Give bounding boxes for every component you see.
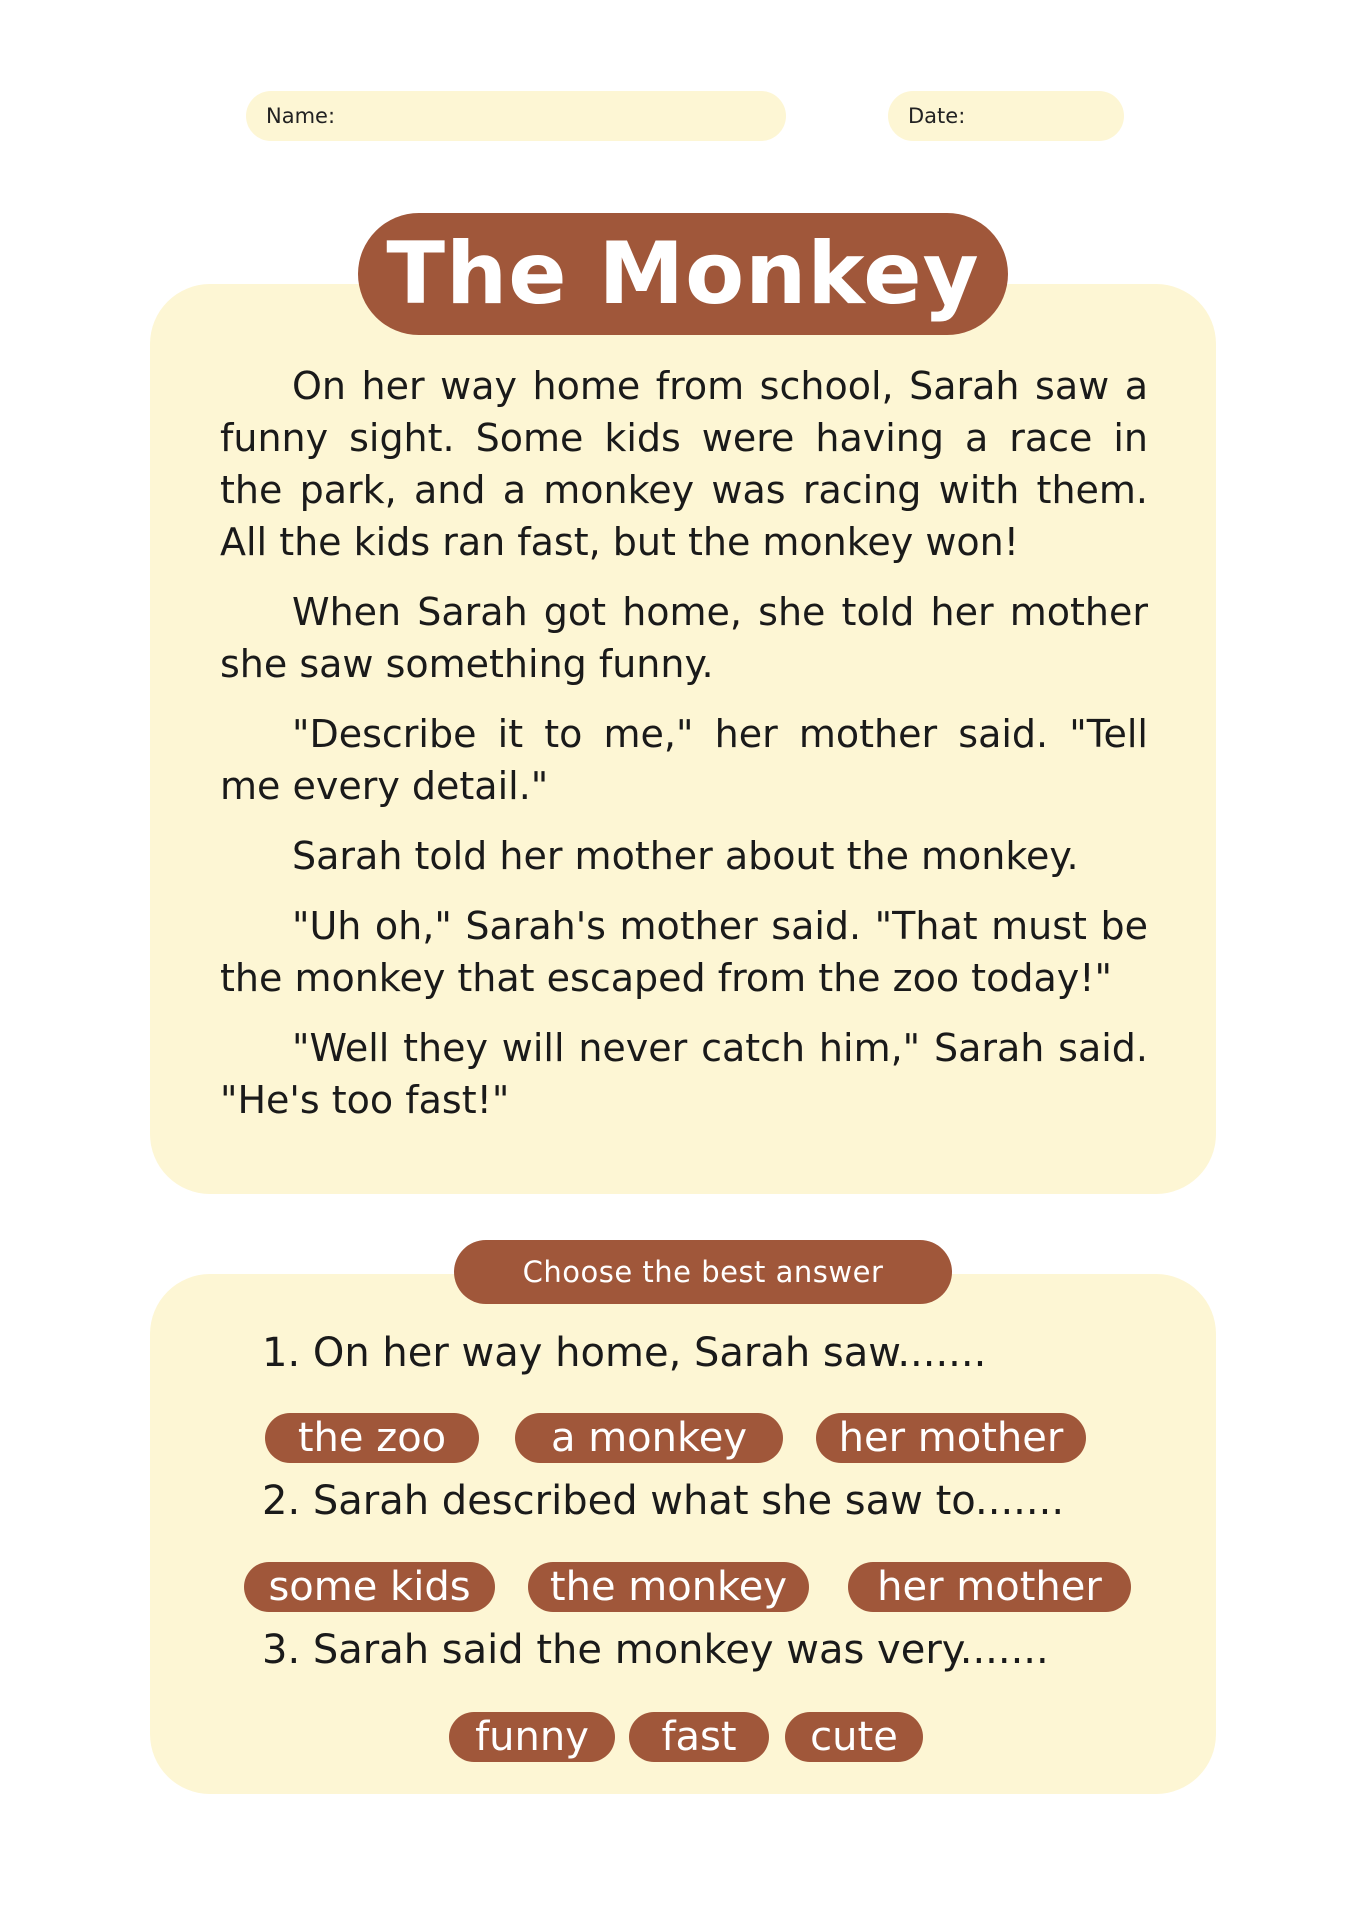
answer-option[interactable]: her mother	[816, 1413, 1086, 1463]
answer-option[interactable]: funny	[449, 1712, 615, 1762]
question-1: 1. On her way home, Sarah saw.......	[262, 1330, 987, 1376]
story-paragraph: When Sarah got home, she told her mother she saw something funny.	[220, 590, 1148, 686]
answer-option[interactable]: the zoo	[265, 1413, 479, 1463]
date-field[interactable]	[888, 91, 1124, 141]
story-paragraph: Sarah told her mother about the monkey.	[292, 834, 1079, 878]
page-title: The Monkey	[358, 213, 1008, 335]
story-paragraph: "Well they will never catch him," Sarah said. "He's too fast!"	[220, 1026, 1148, 1122]
instruction-banner: Choose the best answer	[454, 1240, 952, 1304]
story-paragraph: "Describe it to me," her mother said. "Tell me every detail."	[220, 712, 1148, 808]
answer-option[interactable]: a monkey	[515, 1413, 783, 1463]
answer-option[interactable]: fast	[629, 1712, 769, 1762]
name-field[interactable]	[246, 91, 786, 141]
answer-option[interactable]: some kids	[244, 1562, 495, 1612]
story-text	[220, 360, 1148, 1144]
answer-option[interactable]: her mother	[848, 1562, 1131, 1612]
answer-option[interactable]: the monkey	[528, 1562, 809, 1612]
question-2: 2. Sarah described what she saw to.......	[262, 1478, 1065, 1524]
name-label: Name:	[266, 104, 336, 128]
answer-option[interactable]: cute	[785, 1712, 923, 1762]
date-label: Date:	[908, 104, 966, 128]
story-paragraph: On her way home from school, Sarah saw a funny sight. Some kids were having a race in the park, and a monkey was racing with them. All the kids ran fast, but the monkey won!	[220, 364, 1148, 564]
story-paragraph: "Uh oh," Sarah's mother said. "That must be the monkey that escaped from the zoo today!"	[220, 904, 1148, 1000]
question-3: 3. Sarah said the monkey was very.......	[262, 1627, 1049, 1673]
